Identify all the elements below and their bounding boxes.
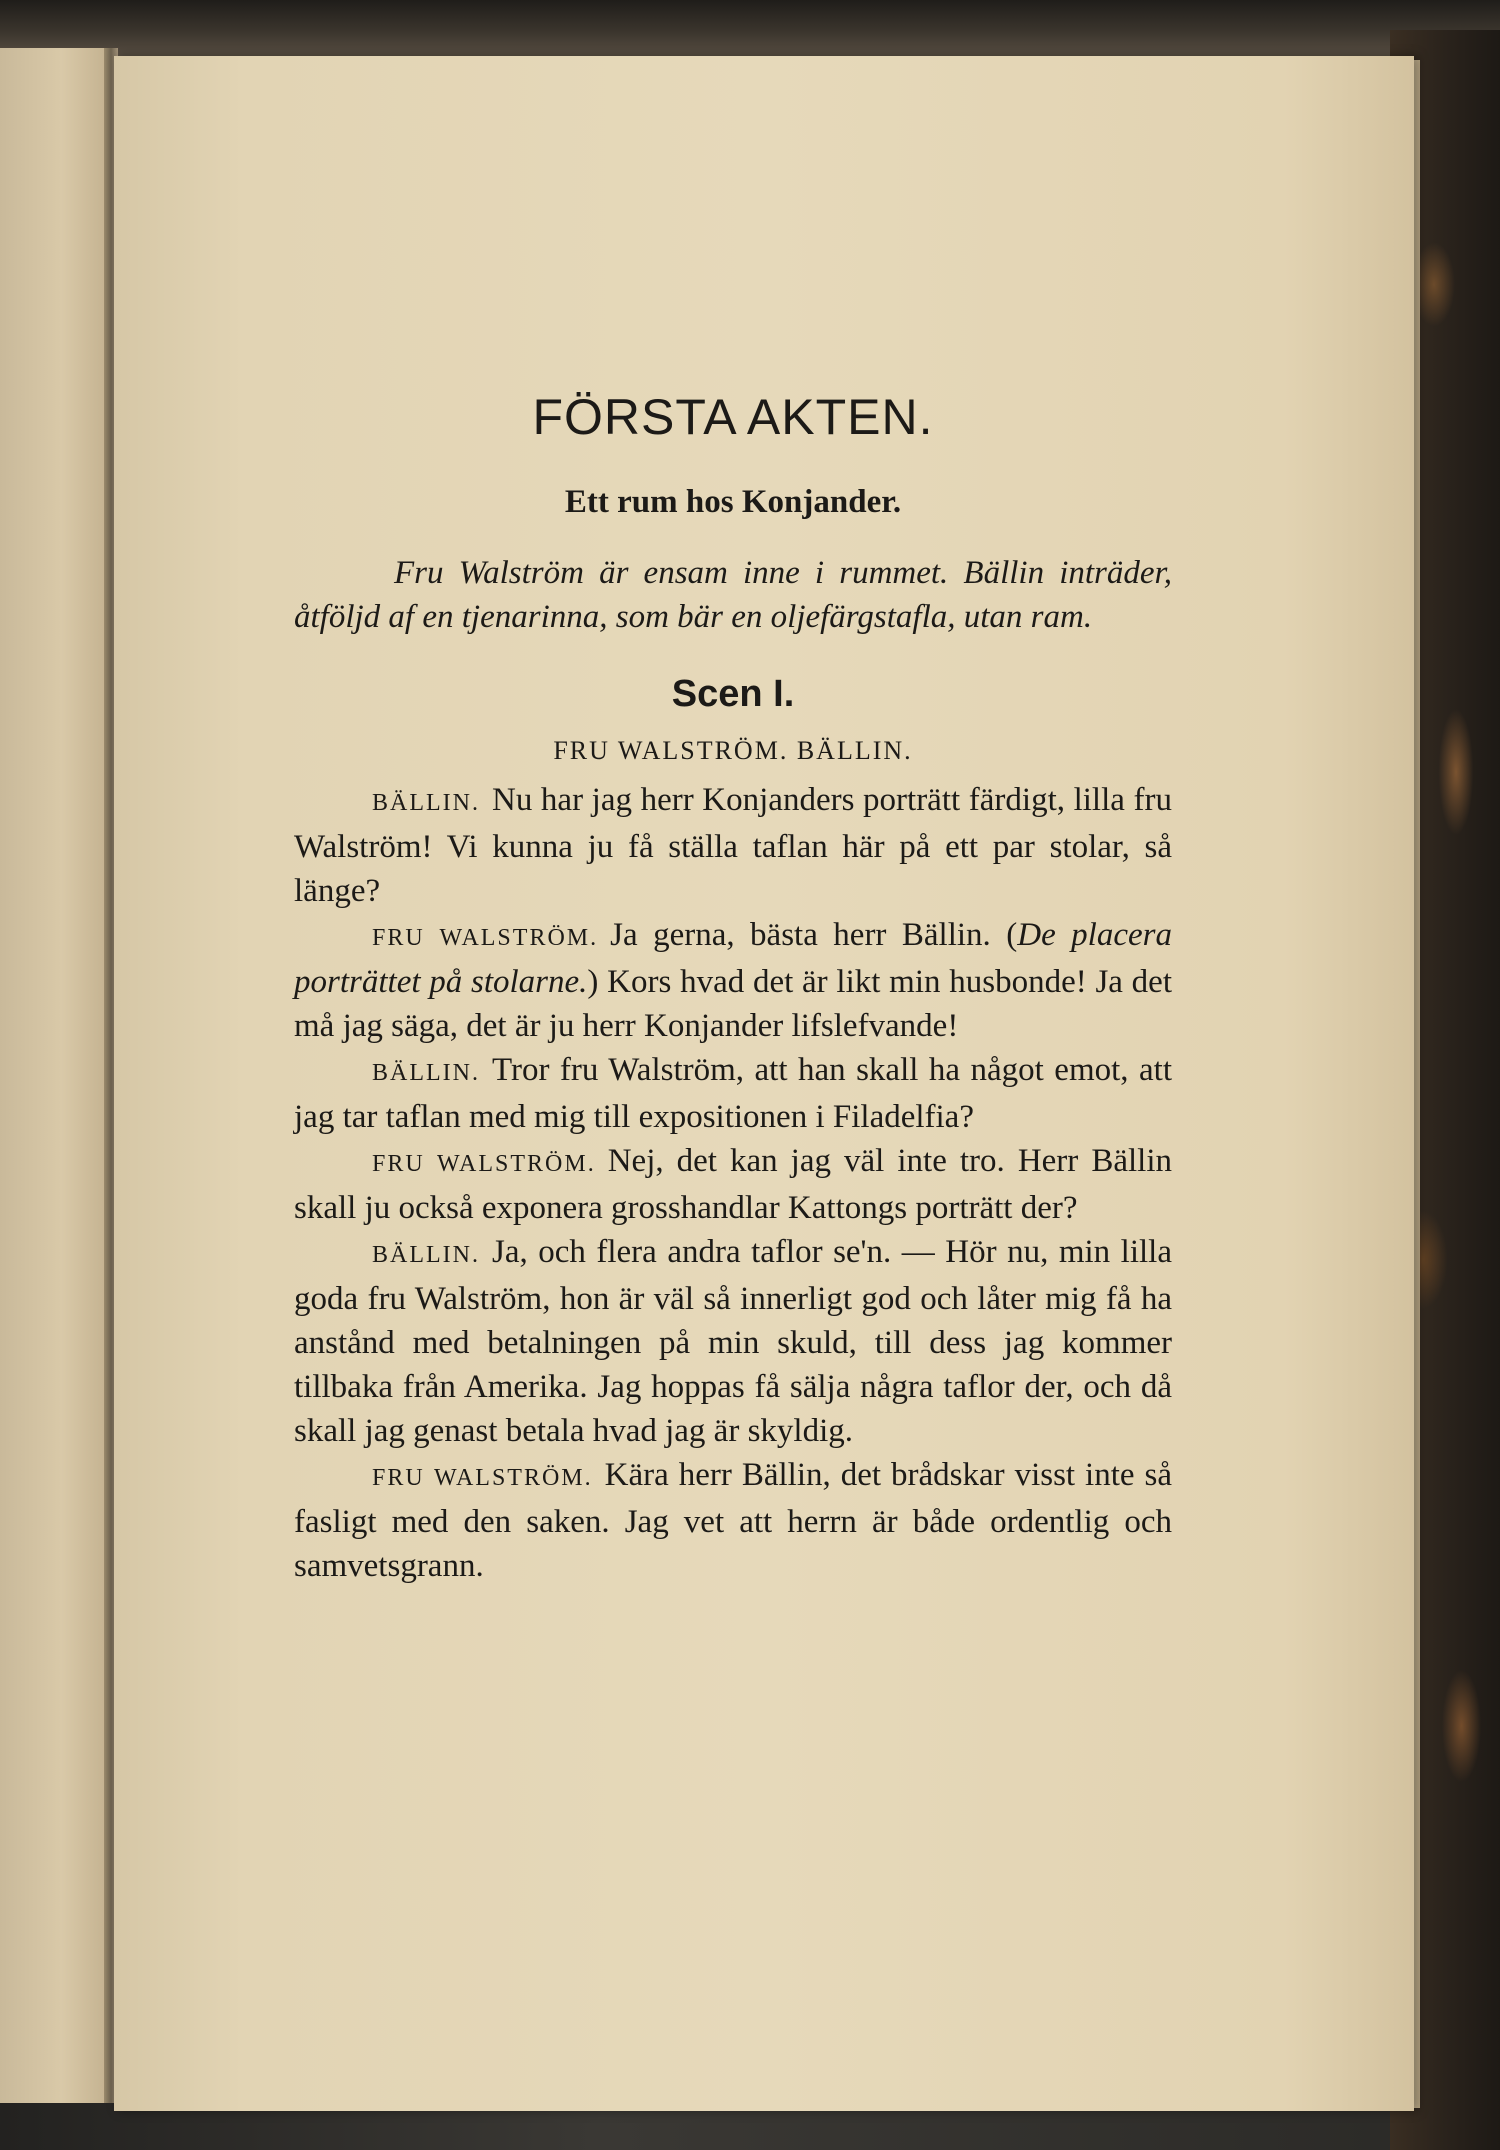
speaker-name: BÄLLIN. [372,790,480,816]
cast-list: FRU WALSTRÖM. BÄLLIN. [553,736,913,765]
speaker-name: FRU WALSTRÖM. [372,1151,596,1177]
direction-close-paren: ) [587,964,599,1000]
act-title: FÖRSTA AKTEN. [532,389,934,445]
speech [294,778,1172,913]
speech-text: Nu har jag herr Konjanders porträtt färdigt, lilla fru Walström! Vi kunna ju få ställa taflan här på ett par stolar, så länge? [294,782,1172,909]
speech [294,1048,1172,1139]
opening-stage-direction: Fru Walström är ensam inne i rummet. Bällin inträder, åtföljd af en tjenarinna, som bär en oljefärgstafla, utan ram. [294,555,1172,635]
previous-page-edge [0,48,112,2103]
speaker-name: BÄLLIN. [372,1242,480,1268]
speech [294,1230,1172,1453]
speech [294,1453,1172,1588]
inline-stage-direction: De placera porträttet på stolarne. [294,917,1172,1000]
setting-line: Ett rum hos Konjander. [564,484,902,520]
speaker-name: FRU WALSTRÖM. [372,1465,593,1491]
speech [294,1139,1172,1230]
book-cover-top-edge [0,0,1500,58]
scene-heading: Scen I. [671,673,795,715]
direction-open-paren: ( [1006,917,1018,953]
speech-text-continued: Kors hvad det är likt min husbonde! Ja det må jag säga, det är ju herr Konjander lifslefvande! [294,964,1173,1044]
speech-text: Tror fru Walström, att han skall ha något emot, att jag tar taflan med mig till expositionen i Filadelfia? [294,1052,1172,1135]
page-text [294,388,1172,1588]
speech-text: Ja, och flera andra taflor se'n. — Hör nu, min lilla goda fru Walström, hon är väl så innerligt god och låter mig få ha anstånd med betalningen på min skuld, till dess jag kommer tillbaka från Amerika. Jag hoppas få sälja några taflor der, och då skall jag genast betala hvad jag är skyldig. [294,1234,1172,1449]
speech-text: Kära herr Bällin, det brådskar visst inte så fasligt med den saken. Jag vet att herrn är både ordentlig och samvetsgrann. [294,1457,1173,1584]
speech [294,913,1172,1048]
speaker-name: BÄLLIN. [372,1060,480,1086]
speech-text: Nej, det kan jag väl inte tro. Herr Bällin skall ju också exponera grosshandlar Kattongs porträtt der? [294,1143,1172,1226]
speaker-name: FRU WALSTRÖM. [372,925,599,951]
speech-text: Ja gerna, bästa herr Bällin. [610,917,991,953]
